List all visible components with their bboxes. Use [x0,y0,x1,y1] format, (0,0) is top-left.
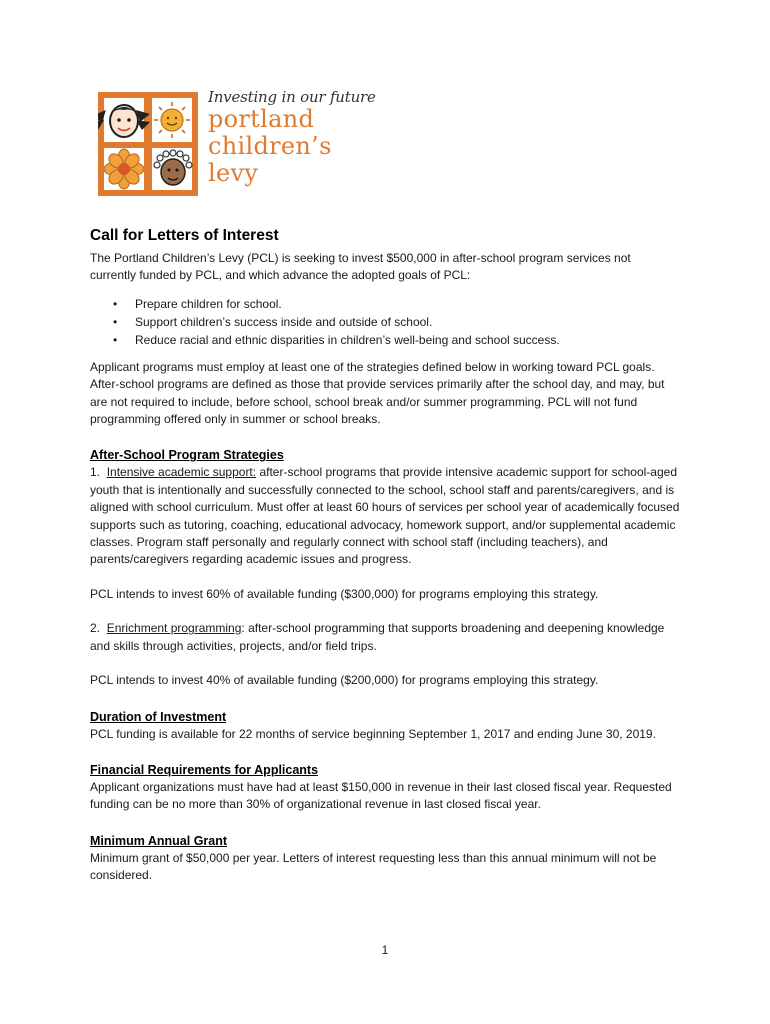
goals-list [113,295,680,349]
strategy-1-paragraph [90,464,680,568]
financial-heading: Financial Requirements for Applicants [90,762,319,777]
strategy-1-number: 1. [90,465,101,480]
goal-item [113,295,680,313]
strategy-1-label: Intensive academic support: [106,465,257,480]
goal-item [113,331,680,349]
document-body [90,226,680,885]
logo-name-line-2: children’s [208,132,332,160]
strategy-2-paragraph [90,620,680,655]
goal-text: Prepare children for school. [135,296,282,311]
document-title: Call for Letters of Interest [90,227,279,244]
financial-paragraph: Applicant organizations must have had at least $150,000 in revenue in their last closed fiscal year. Requested funding can be no more than 30% of organizational revenue in last closed fiscal year. [90,779,672,812]
logo-name [208,106,378,187]
logo-tagline: Investing in our future [208,88,376,106]
applicant-paragraph: Applicant programs must employ at least one of the strategies defined below in working toward PCL goals. After-school programs are defined as those that provide services primarily after the school day, and may, but are not required to include, before school, school break and/or summer programming. PCL will not fund programming offered only in summer or school breaks. [90,359,665,427]
logo-wordmark [208,88,378,187]
minimum-grant-paragraph: Minimum grant of $50,000 per year. Letters of interest requesting less than this annual minimum will not be considered. [90,850,657,883]
strategy-2-number: 2. [90,621,101,636]
strategy-2-funding: PCL intends to invest 40% of available funding ($200,000) for programs employing this strategy. [90,673,599,688]
strategy-2-label: Enrichment programming [106,621,242,636]
flower-icon [104,149,144,189]
duration-paragraph: PCL funding is available for 22 months of service beginning September 1, 2017 and ending June 30, 2019. [90,726,656,741]
strategy-1-text: after-school programs that provide intensive academic support for school-aged youth that is intentionally and successfully connected to the school, school staff and parents/caregivers, and is aligned with school curriculum. Must offer at least 60 hours of services per school year of academically focused supports such as tutoring, coaching, educational advocacy, homework support, and/or supplemental academic classes. Program staff personally and regularly connect with school staff (including teachers), and parents/caregivers regarding academic issues and progress. [90,465,680,567]
strategy-2-text: : after-school programming that supports broadening and deepening knowledge and skills through activities, projects, and/or field trips. [90,621,665,653]
logo-name-line-3: levy [208,159,259,187]
bullet-icon: • [113,296,118,311]
bullet-icon: • [113,332,118,347]
pcl-logo [98,88,378,200]
goal-item [113,313,680,331]
goal-text: Reduce racial and ethnic disparities in children’s well-being and school success. [135,332,560,347]
bullet-icon: • [113,314,118,329]
goal-text: Support children’s success inside and outside of school. [135,314,433,329]
logo-name-line-1: portland [208,105,315,133]
logo-grid-illustration [98,92,198,196]
strategies-heading: After-School Program Strategies [90,448,284,463]
minimum-grant-heading: Minimum Annual Grant [90,833,228,848]
page-number: 1 [381,943,389,957]
duration-heading: Duration of Investment [90,709,227,724]
intro-paragraph: The Portland Children’s Levy (PCL) is seeking to invest $500,000 in after-school program services not currently funded by PCL, and which advance the adopted goals of PCL: [90,251,631,283]
strategy-1-funding: PCL intends to invest 60% of available funding ($300,000) for programs employing this strategy. [90,586,599,601]
